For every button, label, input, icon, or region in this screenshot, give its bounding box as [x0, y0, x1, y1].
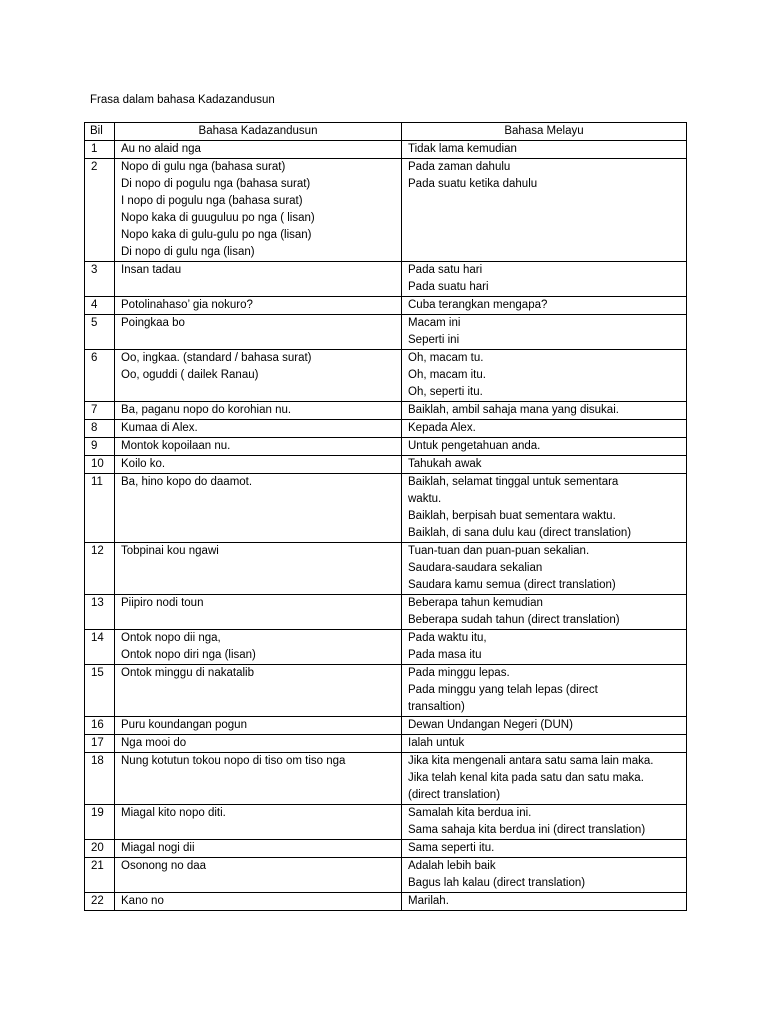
- melayu-translation-line: Oh, macam tu.: [408, 352, 484, 364]
- kadazandusun-phrase-line: Au no alaid nga: [121, 143, 201, 155]
- melayu-translation-line: Pada waktu itu,: [408, 632, 487, 644]
- table-row: [85, 595, 687, 630]
- melayu-translation-line: Saudara-saudara sekalian: [408, 562, 543, 574]
- melayu-translation-cell: [402, 420, 687, 438]
- table-row: [85, 262, 687, 297]
- melayu-translation-line: Baiklah, berpisah buat sementara waktu.: [408, 510, 616, 522]
- table-row: [85, 717, 687, 735]
- melayu-translation-line: Pada satu hari: [408, 264, 483, 276]
- row-number: 1: [85, 141, 115, 159]
- kadazandusun-phrase-line: Kumaa di Alex.: [121, 422, 198, 434]
- melayu-translation-cell: [402, 717, 687, 735]
- melayu-translation-line: waktu.: [408, 493, 442, 505]
- table-row: [85, 858, 687, 893]
- row-number: 11: [85, 474, 115, 543]
- table-row: [85, 735, 687, 753]
- melayu-translation-cell: [402, 438, 687, 456]
- kadazandusun-phrase-cell: [115, 630, 402, 665]
- table-row: [85, 456, 687, 474]
- melayu-translation-line: transaltion): [408, 701, 465, 713]
- table-row: [85, 474, 687, 543]
- melayu-translation-line: Pada zaman dahulu: [408, 161, 511, 173]
- melayu-translation-line: (direct translation): [408, 789, 501, 801]
- melayu-translation-line: Oh, seperti itu.: [408, 386, 483, 398]
- kadazandusun-phrase-cell: [115, 297, 402, 315]
- kadazandusun-phrase-cell: [115, 735, 402, 753]
- melayu-translation-line: Bagus lah kalau (direct translation): [408, 877, 586, 889]
- kadazandusun-phrase-cell: [115, 438, 402, 456]
- kadazandusun-phrase-line: Poingkaa bo: [121, 317, 185, 329]
- document-title: Frasa dalam bahasa Kadazandusun: [90, 94, 275, 106]
- table-body: [85, 141, 687, 911]
- row-number: 21: [85, 858, 115, 893]
- melayu-translation-cell: [402, 402, 687, 420]
- row-number: 2: [85, 159, 115, 262]
- table-row: [85, 893, 687, 911]
- melayu-translation-cell: [402, 141, 687, 159]
- row-number: 15: [85, 665, 115, 717]
- kadazandusun-phrase-cell: [115, 456, 402, 474]
- melayu-translation-cell: [402, 456, 687, 474]
- melayu-translation-line: Beberapa tahun kemudian: [408, 597, 543, 609]
- table-row: [85, 630, 687, 665]
- row-number: 20: [85, 840, 115, 858]
- melayu-translation-line: Baiklah, selamat tinggal untuk sementara: [408, 476, 619, 488]
- melayu-translation-cell: [402, 350, 687, 402]
- row-number: 13: [85, 595, 115, 630]
- row-number: 14: [85, 630, 115, 665]
- melayu-translation-line: Oh, macam itu.: [408, 369, 486, 381]
- melayu-translation-cell: [402, 753, 687, 805]
- kadazandusun-phrase-cell: [115, 753, 402, 805]
- melayu-translation-line: Pada suatu ketika dahulu: [408, 178, 538, 190]
- kadazandusun-phrase-line: Nopo di gulu nga (bahasa surat): [121, 161, 286, 173]
- kadazandusun-phrase-line: Ontok nopo diri nga (lisan): [121, 649, 256, 661]
- kadazandusun-phrase-line: Tobpinai kou ngawi: [121, 545, 219, 557]
- kadazandusun-phrase-cell: [115, 159, 402, 262]
- melayu-translation-line: Seperti ini: [408, 334, 460, 346]
- kadazandusun-phrase-line: I nopo di pogulu nga (bahasa surat): [121, 195, 303, 207]
- kadazandusun-phrase-cell: [115, 262, 402, 297]
- melayu-translation-line: Samalah kita berdua ini.: [408, 807, 532, 819]
- table-row: [85, 297, 687, 315]
- kadazandusun-phrase-line: Montok kopoilaan nu.: [121, 440, 231, 452]
- melayu-translation-cell: [402, 735, 687, 753]
- melayu-translation-line: Sama sahaja kita berdua ini (direct translation): [408, 824, 646, 836]
- kadazandusun-phrase-cell: [115, 402, 402, 420]
- melayu-translation-line: Tahukah awak: [408, 458, 482, 470]
- melayu-translation-line: Saudara kamu semua (direct translation): [408, 579, 616, 591]
- kadazandusun-phrase-cell: [115, 893, 402, 911]
- kadazandusun-phrase-cell: [115, 420, 402, 438]
- kadazandusun-phrase-line: Ba, hino kopo do daamot.: [121, 476, 253, 488]
- kadazandusun-phrase-cell: [115, 805, 402, 840]
- table-row: [85, 159, 687, 262]
- row-number: 6: [85, 350, 115, 402]
- melayu-translation-cell: [402, 297, 687, 315]
- kadazandusun-phrase-line: Ba, paganu nopo do korohian nu.: [121, 404, 292, 416]
- melayu-translation-line: Baiklah, di sana dulu kau (direct translation): [408, 527, 632, 539]
- melayu-translation-line: Tuan-tuan dan puan-puan sekalian.: [408, 545, 590, 557]
- kadazandusun-phrase-cell: [115, 315, 402, 350]
- row-number: 4: [85, 297, 115, 315]
- kadazandusun-phrase-line: Di nopo di gulu nga (lisan): [121, 246, 255, 258]
- melayu-translation-line: Adalah lebih baik: [408, 860, 496, 872]
- melayu-translation-line: Baiklah, ambil sahaja mana yang disukai.: [408, 404, 619, 416]
- table-row: [85, 350, 687, 402]
- kadazandusun-phrase-line: Oo, ingkaa. (standard / bahasa surat): [121, 352, 312, 364]
- table-row: [85, 420, 687, 438]
- table-row: [85, 402, 687, 420]
- melayu-translation-line: Sama seperti itu.: [408, 842, 495, 854]
- kadazandusun-phrase-cell: [115, 840, 402, 858]
- kadazandusun-phrase-cell: [115, 665, 402, 717]
- melayu-translation-cell: [402, 630, 687, 665]
- table-row: [85, 805, 687, 840]
- kadazandusun-phrase-line: Nopo kaka di gulu-gulu po nga (lisan): [121, 229, 312, 241]
- header-melayu: Bahasa Melayu: [402, 123, 687, 141]
- row-number: 5: [85, 315, 115, 350]
- melayu-translation-line: Pada minggu lepas.: [408, 667, 510, 679]
- kadazandusun-phrase-line: Puru koundangan pogun: [121, 719, 247, 731]
- table-row: [85, 543, 687, 595]
- melayu-translation-cell: [402, 543, 687, 595]
- table-row: [85, 315, 687, 350]
- phrase-table: [84, 122, 687, 911]
- melayu-translation-cell: [402, 315, 687, 350]
- kadazandusun-phrase-line: Nung kotutun tokou nopo di tiso om tiso nga: [121, 755, 346, 767]
- melayu-translation-cell: [402, 595, 687, 630]
- kadazandusun-phrase-cell: [115, 474, 402, 543]
- kadazandusun-phrase-cell: [115, 350, 402, 402]
- melayu-translation-line: Tidak lama kemudian: [408, 143, 517, 155]
- kadazandusun-phrase-line: Miagal nogi dii: [121, 842, 195, 854]
- kadazandusun-phrase-line: Osonong no daa: [121, 860, 207, 872]
- kadazandusun-phrase-line: Piipiro nodi toun: [121, 597, 204, 609]
- kadazandusun-phrase-line: Ontok minggu di nakatalib: [121, 667, 254, 679]
- melayu-translation-cell: [402, 665, 687, 717]
- melayu-translation-line: Beberapa sudah tahun (direct translation): [408, 614, 620, 626]
- row-number: 12: [85, 543, 115, 595]
- kadazandusun-phrase-line: Potolinahaso’ gia nokuro?: [121, 299, 253, 311]
- table-row: [85, 840, 687, 858]
- kadazandusun-phrase-cell: [115, 858, 402, 893]
- kadazandusun-phrase-line: Miagal kito nopo diti.: [121, 807, 226, 819]
- melayu-translation-line: Kepada Alex.: [408, 422, 476, 434]
- kadazandusun-phrase-cell: [115, 141, 402, 159]
- melayu-translation-line: Cuba terangkan mengapa?: [408, 299, 548, 311]
- melayu-translation-cell: [402, 858, 687, 893]
- kadazandusun-phrase-line: Ontok nopo dii nga,: [121, 632, 221, 644]
- melayu-translation-line: Ialah untuk: [408, 737, 465, 749]
- table-row: [85, 753, 687, 805]
- table-row: [85, 665, 687, 717]
- melayu-translation-line: Macam ini: [408, 317, 461, 329]
- row-number: 7: [85, 402, 115, 420]
- melayu-translation-line: Jika telah kenal kita pada satu dan satu maka.: [408, 772, 644, 784]
- melayu-translation-line: Jika kita mengenali antara satu sama lain maka.: [408, 755, 654, 767]
- kadazandusun-phrase-line: Nga mooi do: [121, 737, 187, 749]
- kadazandusun-phrase-line: Di nopo di pogulu nga (bahasa surat): [121, 178, 311, 190]
- melayu-translation-line: Marilah.: [408, 895, 449, 907]
- melayu-translation-line: Dewan Undangan Negeri (DUN): [408, 719, 573, 731]
- row-number: 3: [85, 262, 115, 297]
- kadazandusun-phrase-cell: [115, 595, 402, 630]
- melayu-translation-line: Pada masa itu: [408, 649, 482, 661]
- row-number: 8: [85, 420, 115, 438]
- melayu-translation-cell: [402, 840, 687, 858]
- kadazandusun-phrase-cell: [115, 543, 402, 595]
- kadazandusun-phrase-line: Insan tadau: [121, 264, 182, 276]
- melayu-translation-cell: [402, 805, 687, 840]
- row-number: 16: [85, 717, 115, 735]
- table-header-row: [85, 123, 687, 141]
- header-kadazandusun: Bahasa Kadazandusun: [115, 123, 402, 141]
- melayu-translation-cell: [402, 262, 687, 297]
- table-row: [85, 141, 687, 159]
- row-number: 17: [85, 735, 115, 753]
- melayu-translation-cell: [402, 893, 687, 911]
- header-bil: Bil: [85, 123, 115, 141]
- kadazandusun-phrase-line: Nopo kaka di guuguluu po nga ( lisan): [121, 212, 315, 224]
- row-number: 10: [85, 456, 115, 474]
- row-number: 19: [85, 805, 115, 840]
- melayu-translation-line: Pada suatu hari: [408, 281, 489, 293]
- melayu-translation-cell: [402, 474, 687, 543]
- kadazandusun-phrase-line: Oo, oguddi ( dailek Ranau): [121, 369, 259, 381]
- row-number: 22: [85, 893, 115, 911]
- row-number: 18: [85, 753, 115, 805]
- melayu-translation-cell: [402, 159, 687, 262]
- row-number: 9: [85, 438, 115, 456]
- melayu-translation-line: Untuk pengetahuan anda.: [408, 440, 541, 452]
- melayu-translation-line: Pada minggu yang telah lepas (direct: [408, 684, 598, 696]
- kadazandusun-phrase-line: Kano no: [121, 895, 164, 907]
- table-row: [85, 438, 687, 456]
- kadazandusun-phrase-line: Koilo ko.: [121, 458, 166, 470]
- kadazandusun-phrase-cell: [115, 717, 402, 735]
